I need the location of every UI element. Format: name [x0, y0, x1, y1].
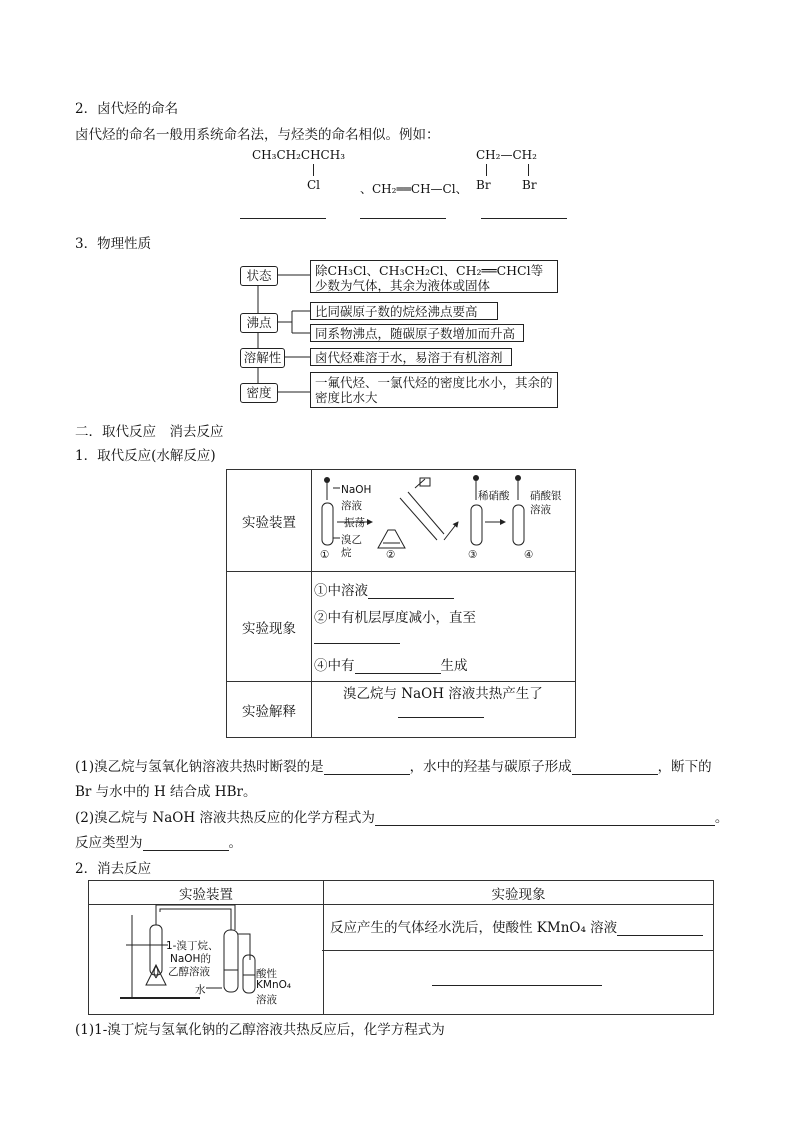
formula-chloro-butane: CH₃CH₂CHCH₃: [252, 148, 346, 162]
fig-label-bromoethane-2: 烷: [341, 547, 352, 559]
row-label-apparatus: 实验装置: [227, 470, 312, 572]
fig-label-solution-3: 溶液: [256, 994, 277, 1006]
fig-label-num-4: ④: [524, 549, 534, 561]
formula-br-sub-2: Br: [522, 178, 537, 192]
q2-part-b: 。: [714, 810, 729, 826]
row-label-phenomenon: 实验现象: [227, 572, 312, 682]
obs-3-post: 生成: [440, 658, 468, 674]
naming-intro: 卤代烃的命名一般用系统命名法，与烃类的命名相似。例如：: [75, 127, 440, 143]
q1-part-c: ，断下的: [657, 759, 712, 775]
section-heading-physical: 3．物理性质: [75, 236, 152, 252]
q1-part-b: ，水中的羟基与碳原子形成: [409, 759, 572, 775]
fig-label-naoh: NaOH: [341, 484, 372, 496]
sub-heading-elimination: 2．消去反应: [75, 861, 152, 877]
fig-label-dilute-nitric: 稀硝酸: [478, 490, 510, 502]
solubility-description: 卤代烃难溶于水，易溶于有机溶剂: [310, 348, 512, 366]
obs-3-pre: ④中有: [314, 658, 355, 674]
state-description: 除CH₃Cl、CH₃CH₂Cl、CH₂══CHCl等少数为气体，其余为液体或固体: [310, 260, 558, 293]
row-label-explanation: 实验解释: [227, 682, 312, 738]
part-heading: 二．取代反应 消去反应: [75, 424, 224, 440]
formula-vinyl-chloride: 、CH₂══CH—Cl、: [360, 182, 468, 196]
fig-label-num-1: ①: [320, 549, 330, 561]
cat-density: 密度: [240, 383, 278, 403]
sub-heading-substitution: 1．取代反应(水解反应): [75, 448, 216, 464]
fig-label-bromoethane-1: 溴乙: [341, 534, 362, 546]
fig-label-silver-nitrate: 硝酸银: [530, 490, 562, 502]
bp-description-2: 同系物沸点，随碳原子数增加而升高: [310, 324, 524, 342]
fig-label-num-2: ②: [386, 549, 396, 561]
cat-state: 状态: [240, 266, 278, 286]
explain-text: 溴乙烷与 NaOH 溶液共热产生了: [343, 686, 543, 702]
section-heading-naming: 2．卤代烃的命名: [75, 101, 179, 117]
fig-label-solution: 溶液: [341, 500, 362, 512]
question-elimination-1: (1)1-溴丁烷与氢氧化钠的乙醇溶液共热反应后，化学方程式为: [75, 1022, 445, 1038]
formula-cl-sub: Cl: [307, 178, 321, 192]
q1-part-d: Br 与水中的 H 结合成 HBr。: [75, 784, 257, 800]
fig-label-bromobutane: 1-溴丁烷、: [166, 940, 219, 952]
fig-label-solution-2: 溶液: [530, 504, 551, 516]
formula-dibromoethane: CH₂—CH₂: [476, 148, 537, 162]
formula-br-sub-1: Br: [476, 178, 491, 192]
fig-label-naoh-of: NaOH的: [170, 953, 211, 965]
obs-2-text: ②中有机层厚度减小，直至: [314, 610, 476, 626]
header-phenomenon: 实验现象: [324, 881, 714, 905]
q2-part-d: 。: [228, 835, 242, 851]
fig-label-num-3: ③: [468, 549, 478, 561]
fig-label-acidic: 酸性: [256, 968, 277, 980]
fig-label-shake: 振荡: [344, 517, 365, 529]
fig-label-ethanol-solution: 乙醇溶液: [168, 966, 210, 978]
obs-1-text: ①中溶液: [314, 583, 368, 599]
elim-obs-text: 反应产生的气体经水洗后，使酸性 KMnO₄ 溶液: [330, 920, 618, 936]
density-description: 一氟代烃、一氯代烃的密度比水小，其余的密度比水大: [310, 372, 558, 408]
header-apparatus: 实验装置: [89, 881, 324, 905]
cat-boiling-point: 沸点: [240, 313, 278, 333]
bp-description-1: 比同碳原子数的烷烃沸点要高: [310, 302, 498, 320]
q2-part-c: 反应类型为: [75, 835, 143, 851]
fig-label-water: 水: [195, 984, 206, 996]
q2-part-a: (2)溴乙烷与 NaOH 溶液共热反应的化学方程式为: [75, 810, 375, 826]
cat-solubility: 溶解性: [240, 348, 285, 368]
fig-label-kmno4: KMnO₄: [256, 979, 292, 991]
q1-part-a: (1)溴乙烷与氢氧化钠溶液共热时断裂的是: [75, 759, 324, 775]
